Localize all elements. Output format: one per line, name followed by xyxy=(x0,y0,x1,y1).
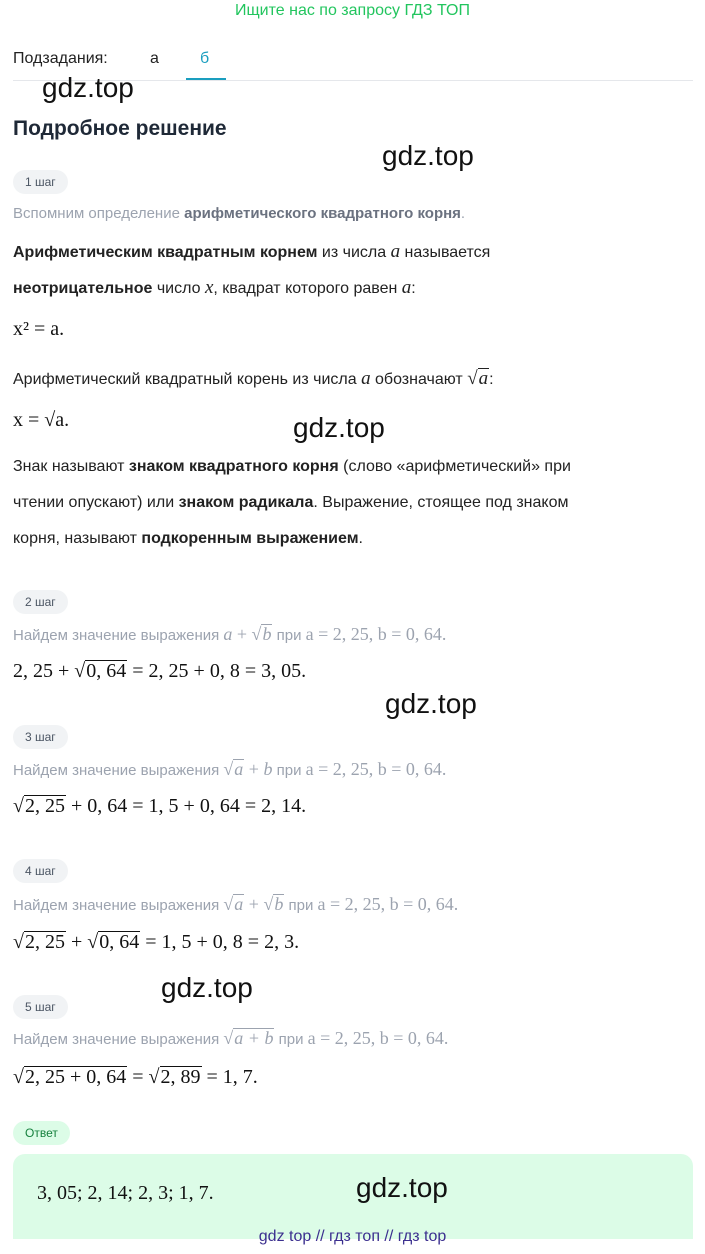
step-badge: 1 шаг xyxy=(13,170,68,194)
step-badge: 3 шаг xyxy=(13,725,68,749)
subtask-tab-b[interactable]: б xyxy=(200,50,210,67)
formula-square: x² = a. xyxy=(13,318,65,340)
subtasks-label: Подзадания: xyxy=(13,50,108,67)
step-badge: 4 шаг xyxy=(13,859,68,883)
step-task: Найдем значение выражения √a + b при a = 2, 25, b = 0, 64. xyxy=(13,1028,449,1048)
definition-line-1: Арифметическим квадратным корнем из числа a называется xyxy=(13,241,491,262)
step-solution: √2, 25 + √0, 64 = 1, 5 + 0, 8 = 2, 3. xyxy=(13,931,300,953)
search-banner: Ищите нас по запросу ГДЗ ТОП xyxy=(235,2,470,19)
watermark: gdz.top xyxy=(382,140,474,171)
answer-value: 3, 05; 2, 14; 2, 3; 1, 7. xyxy=(37,1182,214,1204)
footer-links[interactable]: gdz top // гдз топ // гдз top xyxy=(258,1228,447,1245)
watermark: gdz.top xyxy=(161,972,253,1003)
paragraph-line-3: корня, называют подкоренным выражением. xyxy=(13,530,363,547)
sqrt-notation-line: Арифметический квадратный корень из числа a обозначают √a: xyxy=(13,368,494,389)
step-solution: √2, 25 + 0, 64 = 1, 5 + 0, 64 = 2, 14. xyxy=(13,795,307,817)
definition-line-2: неотрицательное число x, квадрат которого равен a: xyxy=(13,277,416,298)
subtask-tab-a[interactable]: а xyxy=(150,50,159,67)
step-solution: 2, 25 + √0, 64 = 2, 25 + 0, 8 = 3, 05. xyxy=(13,660,307,682)
watermark: gdz.top xyxy=(385,688,477,719)
paragraph-line-1: Знак называют знаком квадратного корня (слово «арифметический» при xyxy=(13,458,571,475)
step-badge: 5 шаг xyxy=(13,995,68,1019)
watermark: gdz.top xyxy=(356,1172,448,1203)
step-task: Найдем значение выражения √a + b при a = 2, 25, b = 0, 64. xyxy=(13,759,447,779)
answer-badge: Ответ xyxy=(13,1121,70,1145)
step-task: Найдем значение выражения a + √b при a = 2, 25, b = 0, 64. xyxy=(13,624,447,644)
solution-heading: Подробное решение xyxy=(13,117,227,140)
watermark: gdz.top xyxy=(293,412,385,443)
watermark: gdz.top xyxy=(42,72,134,103)
step-intro: Вспомним определение арифметического квадратного корня. xyxy=(13,205,466,222)
formula-sqrt: x = √a. xyxy=(13,409,70,431)
step-task: Найдем значение выражения √a + √b при a = 2, 25, b = 0, 64. xyxy=(13,894,459,914)
step-badge: 2 шаг xyxy=(13,590,68,614)
step-solution: √2, 25 + 0, 64 = √2, 89 = 1, 7. xyxy=(13,1066,258,1088)
paragraph-line-2: чтении опускают) или знаком радикала. Выражение, стоящее под знаком xyxy=(13,494,569,511)
